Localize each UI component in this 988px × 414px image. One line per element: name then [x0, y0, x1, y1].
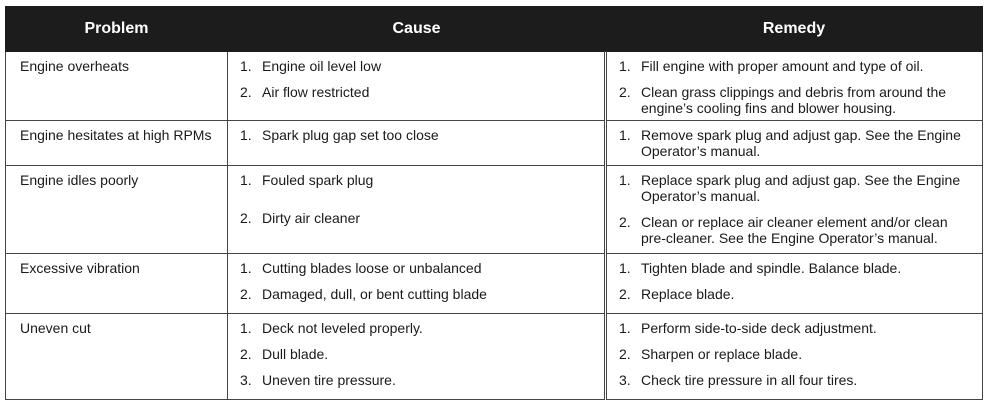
remedy-item: 1. Tighten blade and spindle. Balance blade.: [619, 260, 902, 276]
table-row: [6, 314, 983, 400]
remedy-item: 1. Replace spark plug and adjust gap. See the Engine Operator’s manual.: [619, 172, 961, 204]
problem-cell: Engine idles poorly: [6, 166, 228, 254]
remedy-item: 1. Remove spark plug and adjust gap. See the Engine Operator’s manual.: [619, 127, 961, 159]
table-row: [6, 166, 983, 254]
header-cause: Cause: [228, 7, 606, 52]
cause-item: 2. Damaged, dull, or bent cutting blade: [240, 286, 487, 302]
cause-item: 2. Dirty air cleaner: [240, 210, 361, 226]
remedy-cell: [606, 166, 983, 254]
remedy-item: 1. Fill engine with proper amount and type of oil.: [619, 58, 924, 74]
cause-item: 2. Air flow restricted: [240, 84, 370, 100]
cause-item: 1. Fouled spark plug: [240, 172, 374, 188]
header-remedy: Remedy: [606, 7, 983, 52]
remedy-cell: [606, 314, 983, 400]
table-row: [6, 121, 983, 166]
remedy-item: 3. Check tire pressure in all four tires.: [619, 372, 858, 388]
cause-item: 1. Deck not leveled properly.: [240, 320, 423, 336]
problem-cell: Excessive vibration: [6, 254, 228, 314]
cause-item: 1. Cutting blades loose or unbalanced: [240, 260, 482, 276]
cause-item: 3. Uneven tire pressure.: [240, 372, 396, 388]
cause-cell: [228, 121, 606, 166]
cause-cell: [228, 314, 606, 400]
problem-cell: Engine hesitates at high RPMs: [6, 121, 228, 166]
cause-item: 1. Spark plug gap set too close: [240, 127, 439, 143]
header-problem: Problem: [6, 7, 228, 52]
cause-cell: [228, 166, 606, 254]
cause-cell: [228, 52, 606, 121]
remedy-item: 2. Replace blade.: [619, 286, 735, 302]
remedy-item: 2. Clean or replace air cleaner element and/or clean pre-cleaner. See the Engine Operator’s manual.: [619, 214, 948, 246]
troubleshooting-table: [5, 6, 983, 400]
remedy-cell: [606, 52, 983, 121]
problem-cell: Uneven cut: [6, 314, 228, 400]
table-row: [6, 254, 983, 314]
remedy-cell: [606, 121, 983, 166]
cause-item: 2. Dull blade.: [240, 346, 329, 362]
cause-cell: [228, 254, 606, 314]
remedy-item: 2. Clean grass clippings and debris from around the engine’s cooling fins and blower housing.: [619, 84, 947, 116]
cause-item: 1. Engine oil level low: [240, 58, 382, 74]
remedy-cell: [606, 254, 983, 314]
header-row: [6, 7, 983, 52]
problem-cell: Engine overheats: [6, 52, 228, 121]
remedy-item: 2. Sharpen or replace blade.: [619, 346, 803, 362]
table-row: [6, 52, 983, 121]
remedy-item: 1. Perform side-to-side deck adjustment.: [619, 320, 877, 336]
